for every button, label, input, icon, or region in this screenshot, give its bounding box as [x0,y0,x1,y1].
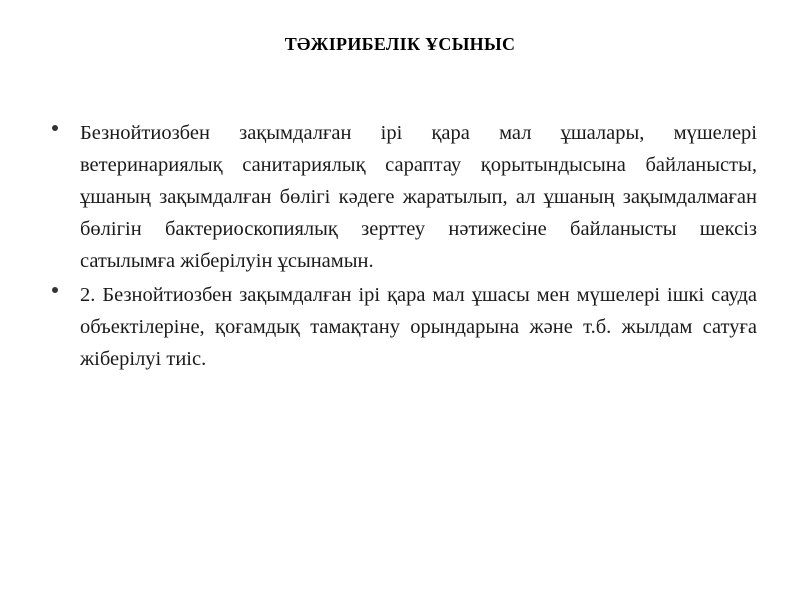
bullet-list [52,117,757,377]
bullet-icon [52,125,58,131]
list-item [52,279,757,375]
bullet-icon [52,287,58,293]
list-item-text: Безнойтиозбен зақымдалған ірі қара мал ұшалары, мүшелері ветеринариялық санитариялық сараптау қорытындысына байланысты, ұшаның зақымдалған бөлігі кәдеге жаратылып, ал ұшаның зақымдалмаған бөлігін бактериоскопиялық зерттеу нәтижесіне байланысты шексіз сатылымға жіберілуін ұсынамын. [80,122,757,272]
list-item [52,117,757,277]
slide-title: ТӘЖІРИБЕЛІК ҰСЫНЫС [284,34,516,54]
list-item-text: 2. Безнойтиозбен зақымдалған ірі қара мал ұшасы мен мүшелері ішкі сауда объектілеріне, қоғамдық тамақтану орындарына және т.б. жылдам сатуға жіберілуі тиіс. [80,284,757,370]
